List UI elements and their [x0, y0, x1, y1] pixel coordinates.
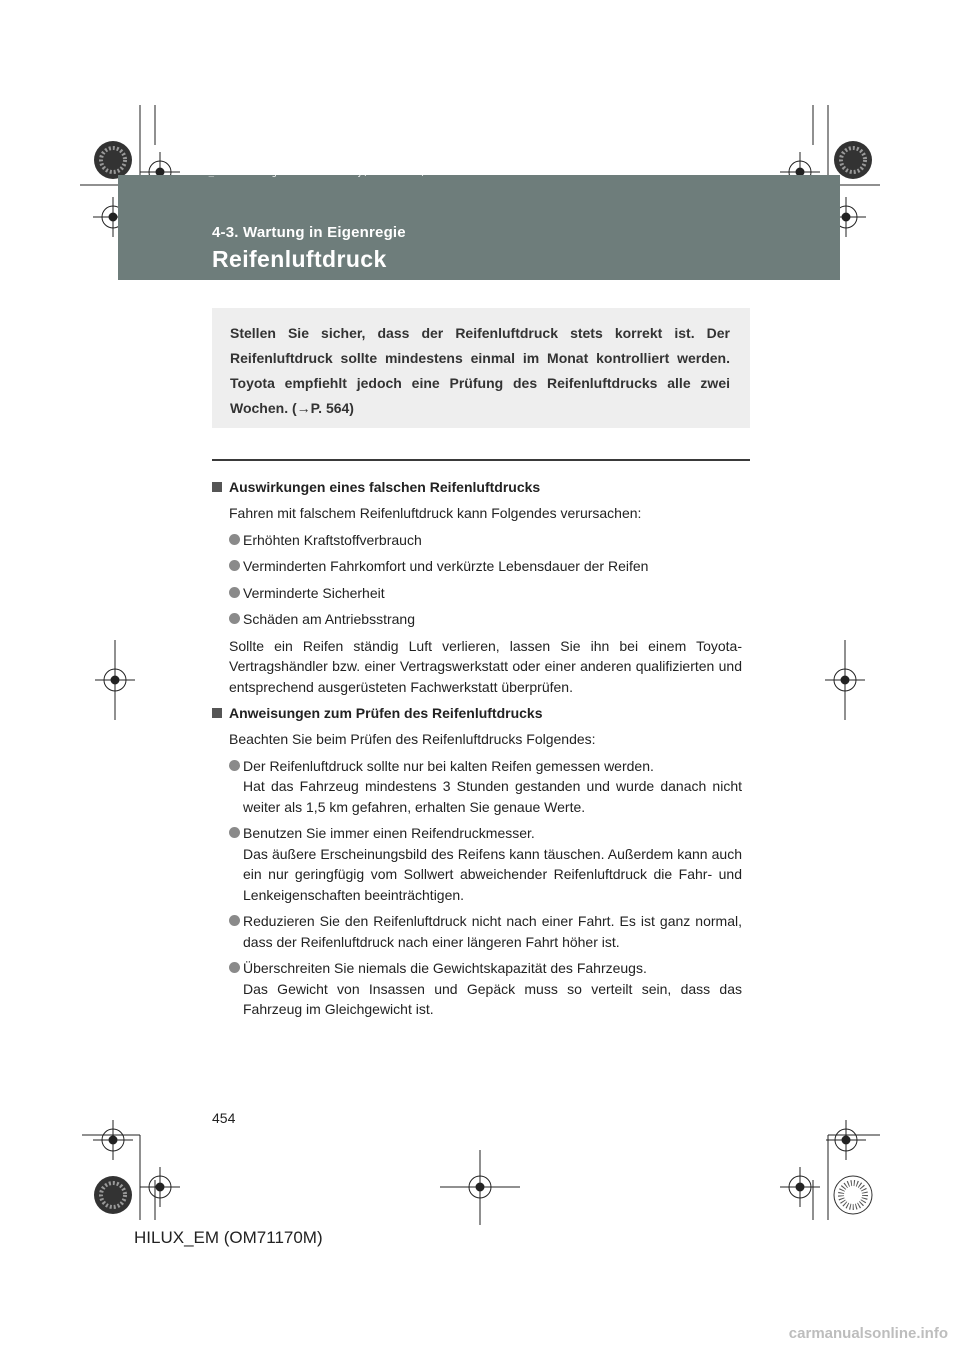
page-title: Reifenluftdruck [212, 246, 387, 272]
crosshair-right-middle-icon [825, 660, 865, 700]
list-item: Benutzen Sie immer einen Reifendruckmesser. Das äußere Erscheinungsbild des Reifens kann täuschen. Außerdem kann auch ein nur geringfügig vom Sollwert abweichender Reifenluftdruck die Fahr- und Lenkeigenschaften beeinträchtigen. [212, 823, 742, 905]
list-item: Verminderte Sicherheit [212, 583, 742, 604]
section-title: 4-3. Wartung in Eigenregie [212, 224, 406, 241]
paragraph: Beachten Sie beim Prüfen des Reifenluftdrucks Folgendes: [229, 731, 596, 747]
square-bullet-icon [212, 482, 222, 492]
round-bullet-icon [229, 760, 240, 771]
intro-box [212, 308, 750, 428]
list-item: Überschreiten Sie niemals die Gewichtskapazität des Fahrzeugs. Das Gewicht von Insassen und Gepäck muss so verteilt sein, dass das Fahrzeug im Gleichgewicht ist. [212, 958, 742, 1020]
print-slug: HILUX_EM.book Page 454 Wednesday, March 23, 2011 2:48 PM [180, 168, 501, 178]
square-bullet-icon [212, 708, 222, 718]
list-item: Verminderten Fahrkomfort und verkürzte Lebensdauer der Reifen [212, 556, 742, 577]
list-item: Erhöhten Kraftstoffverbrauch [212, 530, 742, 551]
starburst-bottom-left-icon [94, 1176, 132, 1214]
round-bullet-icon [229, 613, 240, 624]
round-bullet-icon [229, 534, 240, 545]
divider [212, 459, 750, 461]
round-bullet-icon [229, 560, 240, 571]
footer-model-code: HILUX_EM (OM71170M) [134, 1228, 323, 1247]
page-number: 454 [212, 1110, 236, 1126]
paragraph: Fahren mit falschem Reifenluftdruck kann Folgendes verursachen: [229, 505, 642, 521]
round-bullet-icon [229, 587, 240, 598]
crosshair-bottom-right-icon [780, 1167, 820, 1207]
content [212, 477, 742, 1026]
list-item: Schäden am Antriebsstrang [212, 609, 742, 630]
section-heading: Auswirkungen eines falschen Reifenluftdrucks [212, 477, 742, 497]
round-bullet-icon [229, 827, 240, 838]
starburst-bottom-right-icon [834, 1176, 872, 1214]
round-bullet-icon [229, 915, 240, 926]
round-bullet-icon [229, 962, 240, 973]
crosshair-right-lower-icon [826, 1120, 866, 1160]
section-heading: Anweisungen zum Prüfen des Reifenluftdrucks [212, 703, 742, 723]
paragraph: Sollte ein Reifen ständig Luft verlieren, lassen Sie ihn bei einem Toyota-Vertragshändler bzw. einer Vertragswerkstatt oder einer anderen qualifizierten und entsprechend ausgerüsteten Fachwerkstatt überprüfen. [229, 637, 742, 695]
crosshair-left-lower-icon [93, 1120, 133, 1160]
crosshair-bottom-left-icon [140, 1167, 180, 1207]
starburst-top-right-icon [834, 141, 872, 179]
watermark: carmanualsonline.info [788, 1325, 948, 1342]
list-item: Reduzieren Sie den Reifenluftdruck nicht nach einer Fahrt. Es ist ganz normal, dass der Reifenluftdruck nach einer längeren Fahrt höher ist. [212, 911, 742, 952]
crosshair-left-middle-icon [95, 660, 135, 700]
list-item: Der Reifenluftdruck sollte nur bei kalten Reifen gemessen werden. Hat das Fahrzeug mindestens 3 Stunden gestanden und wurde danach nicht weiter als 1,5 km gefahren, erhalten Sie genaue Werte. [212, 756, 742, 818]
starburst-top-left-icon [94, 141, 132, 179]
intro-text: Stellen Sie sicher, dass der Reifenluftdruck stets korrekt ist. Der Reifenluftdruck sollte mindestens einmal im Monat kontrolliert werden. Toyota empfiehlt jedoch eine Prüfung des Reifenluftdrucks alle zwei Wochen. (→P. 564) [230, 325, 730, 416]
